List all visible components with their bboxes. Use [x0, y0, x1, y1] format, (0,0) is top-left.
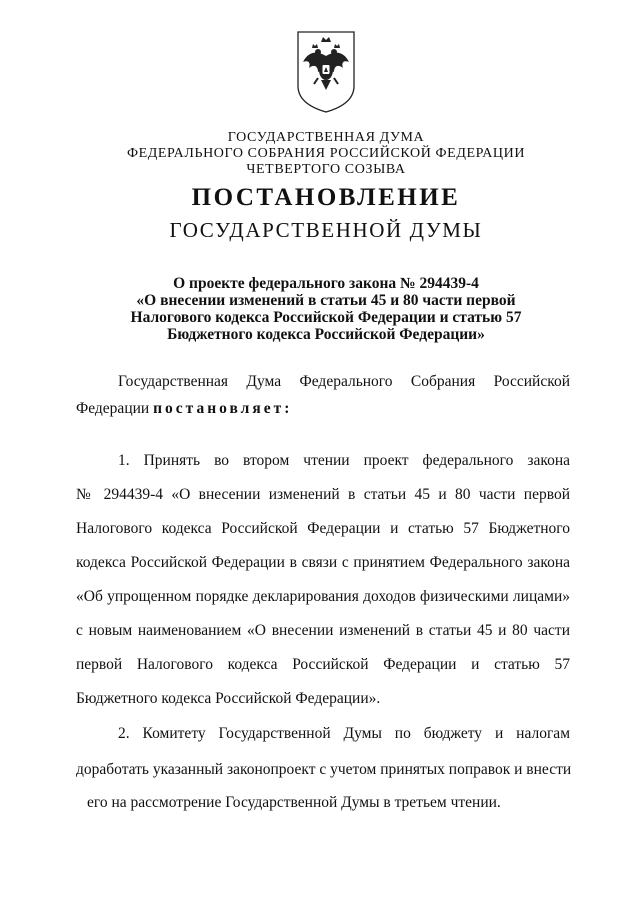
preamble-resolves: постановляет:: [153, 400, 293, 417]
item2-line: его на рассмотрение Государственной Думы в третьем чтении.: [87, 794, 501, 811]
preamble-text: Федерации: [76, 400, 150, 417]
subject-line: О проекте федерального закона № 294439-4: [173, 275, 479, 292]
subject-line: Налогового кодекса Российской Федерации и статью 57: [130, 309, 522, 326]
header-line-convocation: ЧЕТВЕРТОГО СОЗЫВА: [246, 162, 406, 177]
item2-line: 2. Комитету Государственной Думы по бюджету и налогам: [118, 725, 570, 742]
document-type-title: ПОСТАНОВЛЕНИЕ: [191, 184, 461, 211]
subject-line: Бюджетного кодекса Российской Федерации»: [167, 326, 485, 343]
item1-line: с новым наименованием «О внесении изменений в статьи 45 и 80 части: [76, 622, 570, 639]
item1-line: «Об упрощенном порядке декларирования доходов физическими лицами»: [76, 588, 570, 605]
document-issuer: ГОСУДАРСТВЕННОЙ ДУМЫ: [169, 218, 483, 242]
header-line-assembly: ФЕДЕРАЛЬНОГО СОБРАНИЯ РОССИЙСКОЙ ФЕДЕРАЦИИ: [126, 146, 526, 161]
header-line-duma: ГОСУДАРСТВЕННАЯ ДУМА: [227, 130, 425, 145]
coat-of-arms-icon: [294, 28, 358, 114]
preamble-line: Государственная Дума Федерального Собрания Российской: [118, 373, 570, 390]
item1-line: Бюджетного кодекса Российской Федерации».: [76, 690, 381, 707]
item1-line: № 294439-4 «О внесении изменений в статьи 45 и 80 части первой: [76, 486, 570, 503]
item1-line: кодекса Российской Федерации в связи с принятием Федерального закона: [76, 554, 570, 571]
item1-line: 1. Принять во втором чтении проект федерального закона: [118, 452, 570, 469]
subject-line: «О внесении изменений в статьи 45 и 80 части первой: [136, 292, 516, 309]
preamble-line: [76, 399, 292, 419]
item1-line: первой Налогового кодекса Российской Федерации и статью 57: [76, 656, 570, 673]
item1-line: Налогового кодекса Российской Федерации и статью 57 Бюджетного: [76, 520, 570, 537]
item2-line: доработать указанный законопроект с учетом принятых поправок и внести: [76, 761, 572, 778]
